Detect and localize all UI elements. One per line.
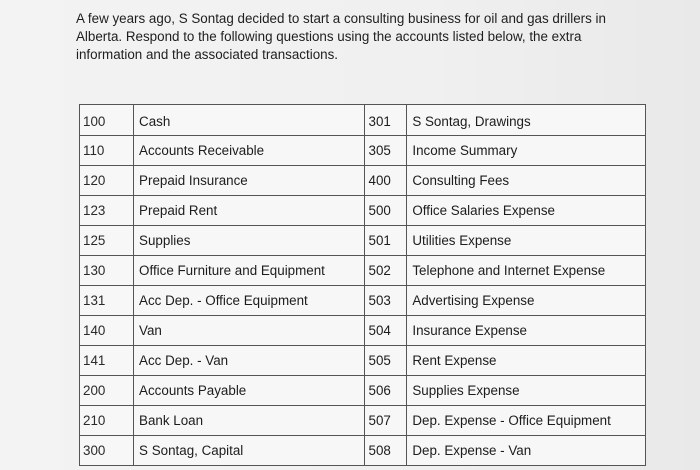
account-code-right: 504 — [364, 316, 407, 346]
account-name-right: Supplies Expense — [407, 376, 646, 406]
accounts-table-body — [80, 105, 646, 466]
table-row — [80, 346, 646, 376]
account-code-left: 300 — [80, 436, 134, 466]
account-name-left: S Sontag, Capital — [134, 436, 364, 466]
account-name-right: S Sontag, Drawings — [407, 105, 646, 136]
table-row — [80, 166, 646, 196]
table-row — [80, 105, 646, 136]
account-name-left: Acc Dep. - Office Equipment — [134, 286, 364, 316]
table-row — [80, 406, 646, 436]
account-code-right: 301 — [364, 105, 407, 136]
account-code-right: 505 — [364, 346, 407, 376]
account-name-left: Van — [134, 316, 364, 346]
table-row — [80, 286, 646, 316]
account-code-right: 508 — [364, 436, 407, 466]
account-name-right: Utilities Expense — [407, 226, 646, 256]
account-name-right: Insurance Expense — [407, 316, 646, 346]
table-row — [80, 196, 646, 226]
account-code-left: 100 — [80, 105, 134, 136]
account-code-right: 400 — [364, 166, 407, 196]
account-code-right: 503 — [364, 286, 407, 316]
table-row — [80, 136, 646, 166]
table-row — [80, 436, 646, 466]
account-name-right: Dep. Expense - Van — [407, 436, 646, 466]
account-name-right: Dep. Expense - Office Equipment — [407, 406, 646, 436]
account-code-left: 123 — [80, 196, 134, 226]
table-row — [80, 316, 646, 346]
account-name-left: Office Furniture and Equipment — [134, 256, 364, 286]
account-code-right: 305 — [364, 136, 407, 166]
account-code-right: 502 — [364, 256, 407, 286]
account-name-right: Rent Expense — [407, 346, 646, 376]
account-name-right: Office Salaries Expense — [407, 196, 646, 226]
account-code-right: 507 — [364, 406, 407, 436]
table-row — [80, 376, 646, 406]
account-name-right: Income Summary — [407, 136, 646, 166]
intro-paragraph: A few years ago, S Sontag decided to start a consulting business for oil and gas drillers in Alberta. Respond to the following questions using the accounts listed below, the extra information and the associated transactions. — [76, 11, 606, 62]
account-name-right: Consulting Fees — [407, 166, 646, 196]
account-code-left: 140 — [80, 316, 134, 346]
account-code-right: 501 — [364, 226, 407, 256]
account-code-left: 200 — [80, 376, 134, 406]
account-name-left: Prepaid Rent — [134, 196, 364, 226]
account-name-right: Telephone and Internet Expense — [407, 256, 646, 286]
account-code-left: 120 — [80, 166, 134, 196]
account-code-right: 500 — [364, 196, 407, 226]
account-code-left: 125 — [80, 226, 134, 256]
account-name-right: Advertising Expense — [407, 286, 646, 316]
account-name-left: Acc Dep. - Van — [134, 346, 364, 376]
account-name-left: Cash — [134, 105, 364, 136]
account-name-left: Supplies — [134, 226, 364, 256]
table-row — [80, 256, 646, 286]
account-code-left: 141 — [80, 346, 134, 376]
account-name-left: Bank Loan — [134, 406, 364, 436]
account-name-left: Accounts Receivable — [134, 136, 364, 166]
account-code-left: 130 — [80, 256, 134, 286]
account-code-left: 210 — [80, 406, 134, 436]
account-code-right: 506 — [364, 376, 407, 406]
account-code-left: 110 — [80, 136, 134, 166]
chart-of-accounts-table — [79, 104, 646, 466]
account-name-left: Prepaid Insurance — [134, 166, 364, 196]
account-code-left: 131 — [80, 286, 134, 316]
table-row — [80, 226, 646, 256]
account-name-left: Accounts Payable — [134, 376, 364, 406]
